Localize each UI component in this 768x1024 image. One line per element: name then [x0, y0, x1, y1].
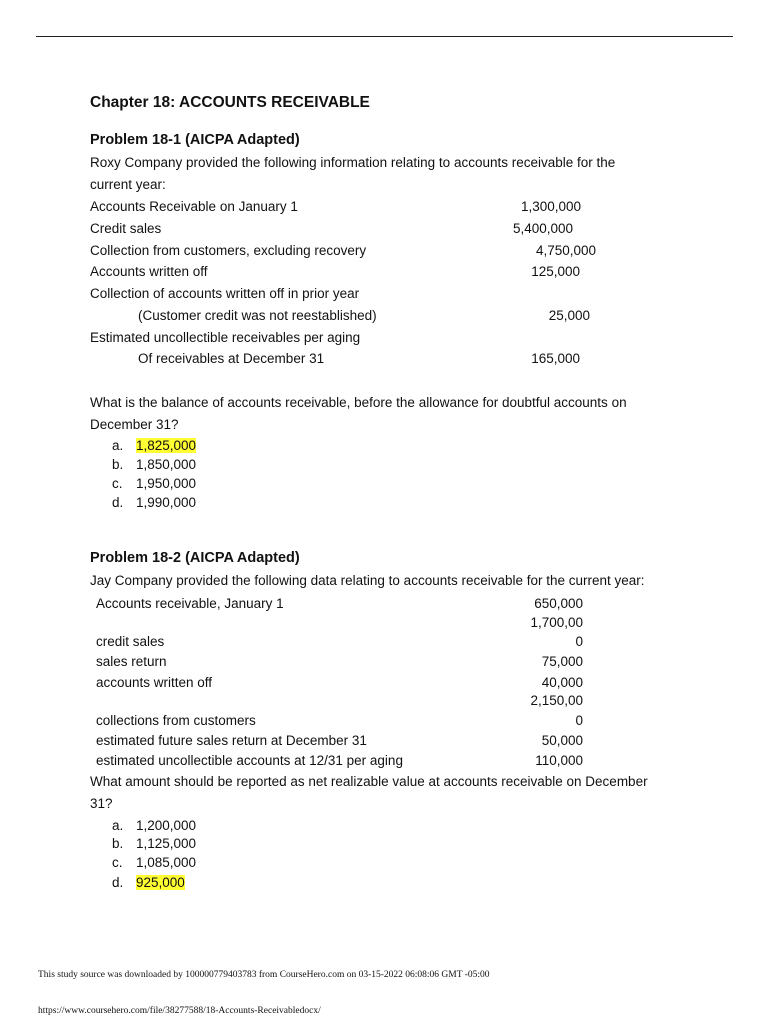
row-label: credit sales: [96, 634, 165, 649]
top-divider: [36, 36, 733, 37]
choice-letter: a.: [112, 438, 124, 453]
row-value: 125,000: [531, 264, 580, 279]
answer-choice: [112, 835, 196, 853]
problem-1-row: [90, 242, 710, 260]
problem-2-row: [90, 614, 710, 632]
row-label: Estimated uncollectible receivables per aging: [90, 330, 361, 345]
row-label: collections from customers: [96, 713, 256, 728]
answer-choice: [112, 874, 185, 892]
problem-1-title: Problem 18-1 (AICPA Adapted): [90, 132, 300, 148]
problem-1-row: [90, 263, 710, 281]
row-label: sales return: [96, 654, 167, 669]
choice-letter: d.: [112, 495, 124, 510]
problem-2-row: [90, 595, 710, 613]
problem-2-row: [90, 653, 710, 671]
problem-1-row: [90, 307, 710, 325]
choice-letter: a.: [112, 818, 124, 833]
row-value: 0: [575, 713, 583, 728]
choice-text: 1,085,000: [136, 855, 197, 870]
problem-2-row: [90, 633, 710, 651]
row-label: Accounts Receivable on January 1: [90, 199, 298, 214]
row-value: 25,000: [548, 308, 590, 323]
answer-choice: [112, 854, 196, 872]
problem-1-row: [90, 329, 710, 347]
choice-letter: b.: [112, 836, 124, 851]
answer-choice: [112, 494, 196, 512]
choice-letter: c.: [112, 476, 123, 491]
problem-2-row: [90, 712, 710, 730]
download-notice: This study source was downloaded by 100000779403783 from CourseHero.com on 03-15-2022 06:08:06 GMT -05:00: [38, 970, 490, 980]
problem-2-row: [90, 732, 710, 750]
row-value: 165,000: [531, 351, 580, 366]
choice-letter: c.: [112, 855, 123, 870]
row-value: 650,000: [534, 596, 583, 611]
choice-text: 1,850,000: [136, 457, 197, 472]
row-value: 75,000: [541, 654, 583, 669]
row-value: 5,400,000: [512, 221, 573, 236]
problem-1-question-cont: December 31?: [90, 417, 179, 432]
row-label: estimated future sales return at December 31: [96, 733, 367, 748]
problem-1-intro: Roxy Company provided the following information relating to accounts receivable for the: [90, 155, 616, 170]
problem-2-row: [90, 674, 710, 692]
answer-choice: [112, 456, 196, 474]
choice-text: 1,990,000: [136, 495, 197, 510]
row-value: 110,000: [535, 753, 583, 768]
chapter-title: Chapter 18: ACCOUNTS RECEIVABLE: [90, 94, 370, 111]
problem-2-question: What amount should be reported as net realizable value at accounts receivable on December: [90, 774, 648, 789]
row-label: estimated uncollectible accounts at 12/31 per aging: [96, 753, 403, 768]
choice-text: 1,950,000: [136, 476, 197, 491]
source-url[interactable]: https://www.coursehero.com/file/38277588/18-Accounts-Receivabledocx/: [38, 1006, 321, 1016]
answer-choice: [112, 475, 196, 493]
choice-text: 1,200,000: [136, 818, 197, 833]
choice-letter: d.: [112, 875, 124, 890]
problem-2-row: [90, 692, 710, 710]
row-value: 4,750,000: [535, 243, 596, 258]
row-label: accounts written off: [96, 675, 213, 690]
problem-2-row: [90, 752, 710, 770]
row-label: (Customer credit was not reestablished): [138, 308, 377, 323]
row-label: Of receivables at December 31: [138, 351, 325, 366]
row-label: Collection of accounts written off in prior year: [90, 286, 360, 301]
problem-1-intro-cont: current year:: [90, 177, 166, 192]
row-value: 0: [575, 634, 583, 649]
row-label: Collection from customers, excluding recovery: [90, 243, 367, 258]
problem-1-row: [90, 220, 710, 238]
highlighted-answer: 1,825,000: [136, 438, 197, 453]
problem-1-row: [90, 350, 710, 368]
answer-choice: [112, 437, 196, 455]
row-value: 2,150,00: [530, 693, 583, 708]
row-value: 1,300,000: [520, 199, 581, 214]
answer-choice: [112, 817, 196, 835]
row-value: 40,000: [541, 675, 583, 690]
choice-text: 1,125,000: [136, 836, 197, 851]
row-value: 50,000: [541, 733, 583, 748]
problem-2-intro: Jay Company provided the following data relating to accounts receivable for the current year:: [90, 573, 645, 588]
problem-2-question-cont: 31?: [90, 796, 113, 811]
row-label: Accounts written off: [90, 264, 208, 279]
problem-1-row: [90, 198, 710, 216]
row-value: 1,700,00: [530, 615, 583, 630]
row-label: Accounts receivable, January 1: [96, 596, 284, 611]
problem-2-title: Problem 18-2 (AICPA Adapted): [90, 550, 300, 566]
problem-1-row: [90, 285, 710, 303]
choice-letter: b.: [112, 457, 124, 472]
highlighted-answer: 925,000: [136, 875, 185, 890]
row-label: Credit sales: [90, 221, 162, 236]
problem-1-question: What is the balance of accounts receivable, before the allowance for doubtful accounts on: [90, 395, 627, 410]
